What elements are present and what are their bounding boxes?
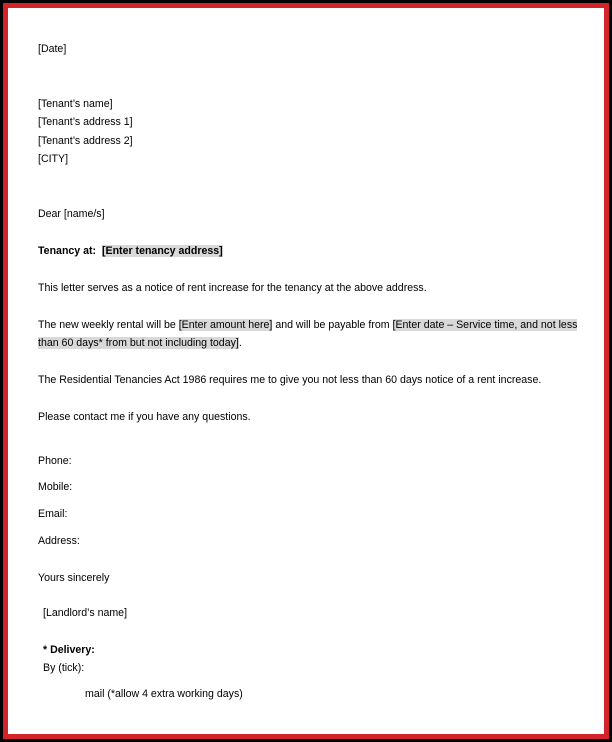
rental-end: . bbox=[238, 337, 242, 349]
rental-date-placeholder-part1: [Enter date – Service time, and not less bbox=[392, 319, 578, 331]
phone-label: Phone: bbox=[38, 455, 72, 467]
tenancy-label: Tenancy at: bbox=[38, 245, 97, 257]
closing: Yours sincerely bbox=[38, 572, 110, 584]
rental-prefix: The new weekly rental will be bbox=[38, 319, 179, 331]
landlord-name: [Landlord’s name] bbox=[43, 607, 128, 619]
rental-paragraph-line-2 bbox=[38, 336, 242, 350]
tenancy-address-placeholder: [Enter tenancy address] bbox=[101, 245, 223, 257]
delivery-label: * Delivery: bbox=[43, 644, 95, 656]
date-field: [Date] bbox=[38, 43, 67, 55]
salutation: Dear [name/s] bbox=[38, 208, 105, 220]
rental-date-placeholder-part2: than 60 days* from but not including today] bbox=[38, 337, 239, 349]
rental-middle: and will be payable from bbox=[272, 319, 393, 331]
letter-page bbox=[8, 8, 604, 734]
mail-option: mail (*allow 4 extra working days) bbox=[85, 688, 243, 700]
rental-paragraph-line-1 bbox=[38, 318, 577, 332]
tenant-address-1: [Tenant’s address 1] bbox=[38, 116, 133, 128]
mobile-label: Mobile: bbox=[38, 481, 73, 493]
contact-paragraph: Please contact me if you have any questions. bbox=[38, 411, 251, 423]
rental-amount-placeholder: [Enter amount here] bbox=[178, 319, 273, 331]
tenant-name: [Tenant’s name] bbox=[38, 98, 113, 110]
address-label: Address: bbox=[38, 535, 80, 547]
tenant-address-2: [Tenant’s address 2] bbox=[38, 135, 133, 147]
by-tick-label: By (tick): bbox=[43, 662, 85, 674]
tenant-city: [CITY] bbox=[38, 153, 69, 165]
intro-paragraph: This letter serves as a notice of rent increase for the tenancy at the above address. bbox=[38, 282, 427, 294]
act-paragraph: The Residential Tenancies Act 1986 requires me to give you not less than 60 days notice of a rent increase. bbox=[38, 374, 542, 386]
tenancy-line bbox=[38, 244, 223, 258]
email-label: Email: bbox=[38, 508, 68, 520]
